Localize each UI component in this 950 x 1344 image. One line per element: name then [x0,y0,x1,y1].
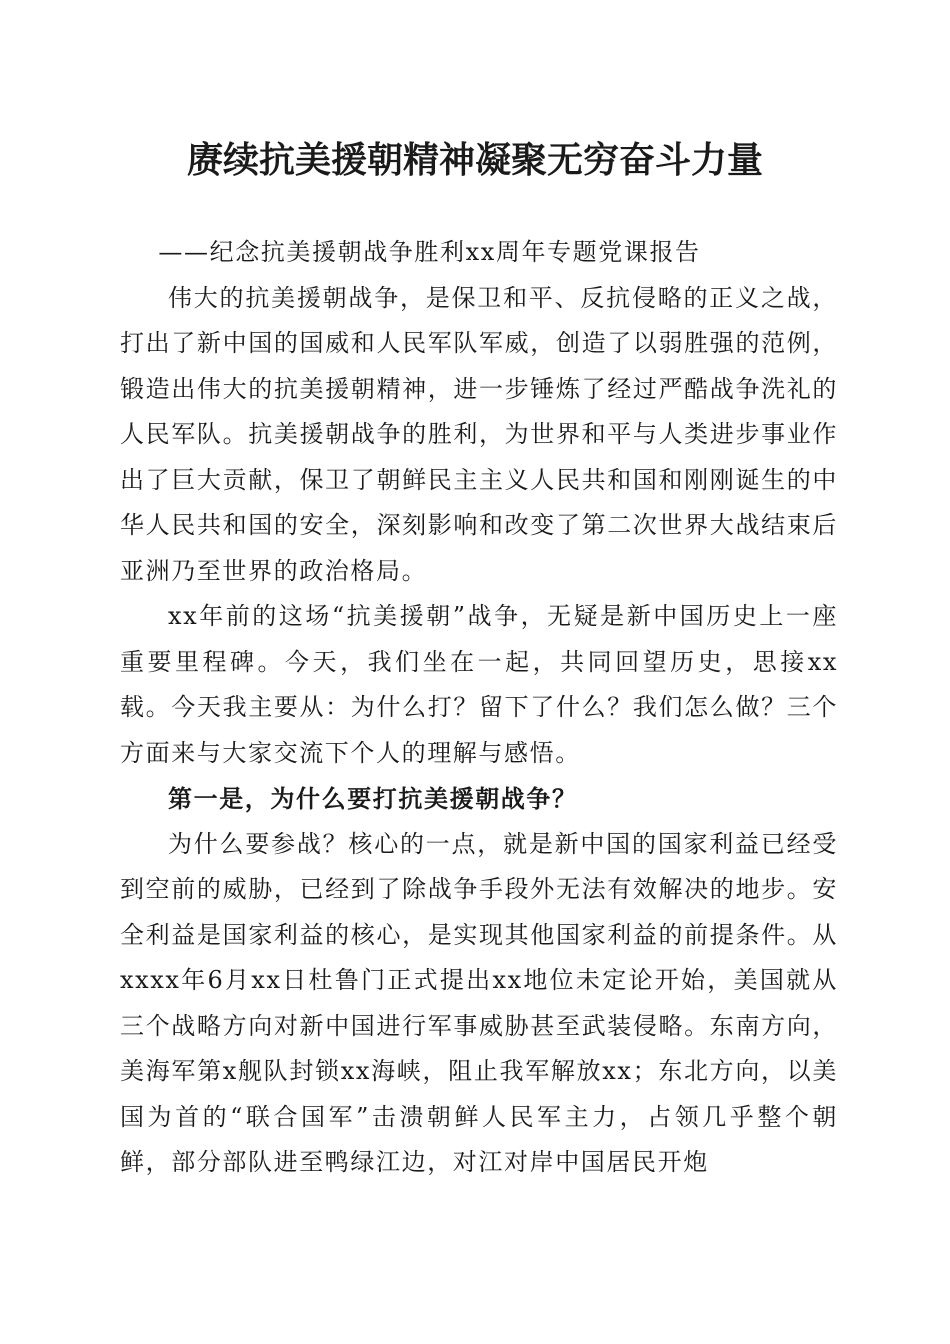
body-paragraph: 伟大的抗美援朝战争，是保卫和平、反抗侵略的正义之战，打出了新中国的国威和人民军队军威，创造了以弱胜强的范例，锻造出伟大的抗美援朝精神，进一步锤炼了经过严酷战争洗礼的人民军队。抗美援朝战争的胜利，为世界和平与人类进步事业作出了巨大贡献，保卫了朝鲜民主主义人民共和国和刚刚诞生的中华人民共和国的安全，深刻影响和改变了第二次世界大战结束后亚洲乃至世界的政治格局。 [120,283,838,585]
body-paragraph: xx年前的这场“抗美援朝”战争，无疑是新中国历史上一座重要里程碑。今天，我们坐在一起，共同回望历史，思接xx载。今天我主要从：为什么打？留下了什么？我们怎么做？三个方面来与大家交流下个人的理解与感悟。 [120,602,838,767]
document-subtitle: ——纪念抗美援朝战争胜利xx周年专题党课报告 [158,238,701,266]
document-title: 赓续抗美援朝精神凝聚无穷奋斗力量 [186,139,763,181]
section-heading: 第一是，为什么要打抗美援朝战争？ [168,784,578,813]
document-body [120,230,838,1186]
section-paragraph: 为什么要参战？核心的一点，就是新中国的国家利益已经受到空前的威胁，已经到了除战争手段外无法有效解决的地步。安全利益是国家利益的核心，是实现其他国家利益的前提条件。从xxxx年6月xx日杜鲁门正式提出xx地位未定论开始，美国就从三个战略方向对新中国进行军事威胁甚至武装侵略。东南方向，美海军第x舰队封锁xx海峡，阻止我军解放xx；东北方向，以美国为首的“联合国军”击溃朝鲜人民军主力，占领几乎整个朝鲜，部分部队进至鸭绿江边，对江对岸中国居民开炮 [120,829,838,1176]
